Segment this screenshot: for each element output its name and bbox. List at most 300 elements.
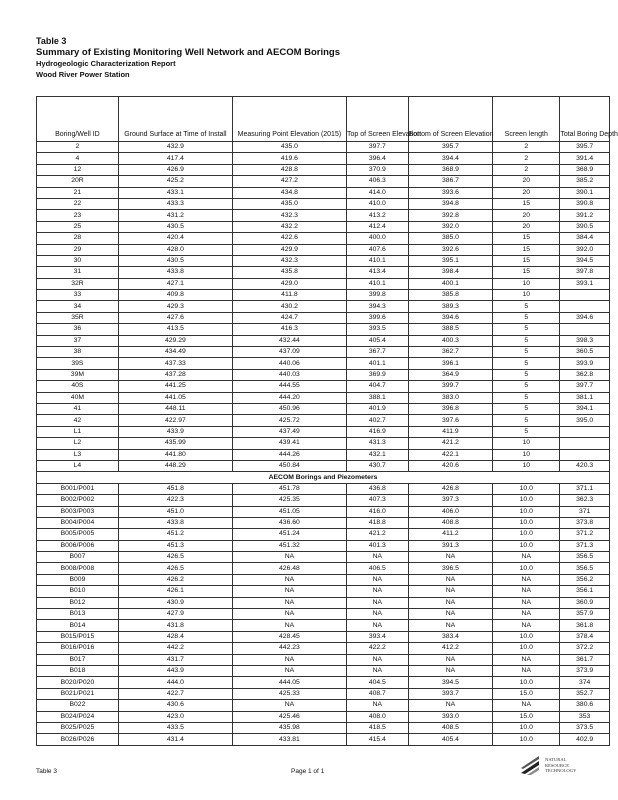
cell-boring-well-id: B018 <box>37 665 119 676</box>
cell-boring-well-id: 30 <box>37 255 119 266</box>
cell-screen-length: NA <box>493 552 560 563</box>
cell-ground-surface: 428.0 <box>118 244 232 255</box>
cell-bottom-of-screen: 368.9 <box>408 164 493 175</box>
cell-measuring-point: 451.24 <box>232 529 346 540</box>
cell-bottom-of-screen: 386.7 <box>408 176 493 187</box>
cell-top-of-screen: 412.4 <box>346 221 408 232</box>
cell-screen-length: 10.0 <box>493 563 560 574</box>
cell-boring-well-id: 23 <box>37 210 119 221</box>
cell-bottom-of-screen: NA <box>408 654 493 665</box>
cell-ground-surface: 451.8 <box>118 483 232 494</box>
table-row <box>37 540 610 551</box>
cell-total-depth: 395.7 <box>560 142 610 153</box>
cell-boring-well-id: 29 <box>37 244 119 255</box>
cell-measuring-point: 425.46 <box>232 711 346 722</box>
cell-ground-surface: 441.05 <box>118 392 232 403</box>
nrt-logo-icon <box>519 755 541 777</box>
table-row <box>37 312 610 323</box>
cell-measuring-point: 422.6 <box>232 233 346 244</box>
cell-measuring-point: 444.05 <box>232 677 346 688</box>
cell-boring-well-id: B007 <box>37 552 119 563</box>
cell-total-depth: 362.3 <box>560 495 610 506</box>
table-row <box>37 381 610 392</box>
cell-top-of-screen: 399.8 <box>346 290 408 301</box>
table-row <box>37 460 610 471</box>
cell-bottom-of-screen: 392.0 <box>408 221 493 232</box>
cell-total-depth: 360.9 <box>560 597 610 608</box>
cell-measuring-point: 450.84 <box>232 460 346 471</box>
cell-measuring-point: 432.3 <box>232 210 346 221</box>
cell-total-depth: 356.2 <box>560 574 610 585</box>
cell-boring-well-id: 28 <box>37 233 119 244</box>
cell-total-depth: 394.5 <box>560 255 610 266</box>
cell-ground-surface: 430.5 <box>118 221 232 232</box>
cell-bottom-of-screen: 412.2 <box>408 643 493 654</box>
cell-top-of-screen: 406.3 <box>346 176 408 187</box>
cell-boring-well-id: 39S <box>37 358 119 369</box>
cell-boring-well-id: 34 <box>37 301 119 312</box>
table-row <box>37 210 610 221</box>
cell-measuring-point: 437.49 <box>232 426 346 437</box>
cell-boring-well-id: 37 <box>37 335 119 346</box>
cell-screen-length: 5 <box>493 415 560 426</box>
cell-bottom-of-screen: 400.3 <box>408 335 493 346</box>
cell-bottom-of-screen: 364.9 <box>408 369 493 380</box>
cell-total-depth: 356.5 <box>560 563 610 574</box>
cell-bottom-of-screen: 397.6 <box>408 415 493 426</box>
cell-total-depth: 373.5 <box>560 722 610 733</box>
cell-bottom-of-screen: 362.7 <box>408 347 493 358</box>
cell-bottom-of-screen: 411.2 <box>408 529 493 540</box>
cell-screen-length: 5 <box>493 369 560 380</box>
cell-boring-well-id: B025/P025 <box>37 722 119 733</box>
cell-boring-well-id: B008/P008 <box>37 563 119 574</box>
cell-top-of-screen: 422.2 <box>346 643 408 654</box>
table-row <box>37 233 610 244</box>
table-row <box>37 643 610 654</box>
cell-measuring-point: NA <box>232 700 346 711</box>
cell-measuring-point: NA <box>232 620 346 631</box>
cell-top-of-screen: 431.3 <box>346 438 408 449</box>
table-row <box>37 347 610 358</box>
col-header-measuring-point: Measuring Point Elevation (2015) <box>232 97 346 142</box>
cell-bottom-of-screen: 396.5 <box>408 563 493 574</box>
cell-measuring-point: NA <box>232 552 346 563</box>
cell-measuring-point: 425.33 <box>232 688 346 699</box>
cell-top-of-screen: NA <box>346 574 408 585</box>
cell-ground-surface: 433.5 <box>118 722 232 733</box>
cell-top-of-screen: 394.3 <box>346 301 408 312</box>
cell-ground-surface: 443.9 <box>118 665 232 676</box>
cell-ground-surface: 409.8 <box>118 290 232 301</box>
cell-boring-well-id: B022 <box>37 700 119 711</box>
cell-measuring-point: NA <box>232 654 346 665</box>
cell-screen-length: 15 <box>493 267 560 278</box>
cell-top-of-screen: 408.7 <box>346 688 408 699</box>
cell-top-of-screen: 397.7 <box>346 142 408 153</box>
logo-wordmark <box>545 757 576 774</box>
table-row <box>37 142 610 153</box>
cell-top-of-screen: 369.9 <box>346 369 408 380</box>
cell-boring-well-id: 4 <box>37 153 119 164</box>
cell-screen-length: 5 <box>493 381 560 392</box>
table-title: Summary of Existing Monitoring Well Network and AECOM Borings <box>36 47 341 58</box>
cell-screen-length: 5 <box>493 347 560 358</box>
cell-total-depth: 390.8 <box>560 198 610 209</box>
cell-boring-well-id: 32R <box>37 278 119 289</box>
cell-top-of-screen: 402.7 <box>346 415 408 426</box>
table-row <box>37 324 610 335</box>
cell-total-depth: 390.5 <box>560 221 610 232</box>
table-row <box>37 677 610 688</box>
cell-ground-surface: 441.80 <box>118 449 232 460</box>
cell-total-depth: 390.1 <box>560 187 610 198</box>
cell-measuring-point: 450.96 <box>232 403 346 414</box>
col-header-boring-well-id: Boring/Well ID <box>37 97 119 142</box>
cell-total-depth: 420.3 <box>560 460 610 471</box>
table-row <box>37 586 610 597</box>
cell-screen-length: NA <box>493 700 560 711</box>
cell-total-depth: 356.1 <box>560 586 610 597</box>
cell-bottom-of-screen: 385.8 <box>408 290 493 301</box>
cell-boring-well-id: 33 <box>37 290 119 301</box>
cell-top-of-screen: 416.0 <box>346 506 408 517</box>
cell-ground-surface: 413.5 <box>118 324 232 335</box>
cell-screen-length: 10.0 <box>493 540 560 551</box>
cell-total-depth: 360.5 <box>560 347 610 358</box>
cell-bottom-of-screen: 393.6 <box>408 187 493 198</box>
cell-top-of-screen: 407.3 <box>346 495 408 506</box>
table-row <box>37 574 610 585</box>
col-header-total-depth: Total Boring Depth <box>560 97 610 142</box>
cell-bottom-of-screen: 394.8 <box>408 198 493 209</box>
table-row <box>37 688 610 699</box>
table-row <box>37 620 610 631</box>
cell-boring-well-id: B004/P004 <box>37 517 119 528</box>
cell-top-of-screen: NA <box>346 654 408 665</box>
cell-total-depth: 371 <box>560 506 610 517</box>
cell-ground-surface: 425.2 <box>118 176 232 187</box>
footer-page-number: Page 1 of 1 <box>291 768 325 775</box>
cell-total-depth: 352.7 <box>560 688 610 699</box>
cell-bottom-of-screen: NA <box>408 586 493 597</box>
cell-measuring-point: NA <box>232 586 346 597</box>
cell-measuring-point: 411.8 <box>232 290 346 301</box>
cell-measuring-point: 451.78 <box>232 483 346 494</box>
cell-total-depth: 391.2 <box>560 210 610 221</box>
cell-boring-well-id: 2 <box>37 142 119 153</box>
cell-measuring-point: 430.2 <box>232 301 346 312</box>
cell-screen-length: NA <box>493 665 560 676</box>
cell-measuring-point: NA <box>232 597 346 608</box>
cell-boring-well-id: B021/P021 <box>37 688 119 699</box>
cell-ground-surface: 451.0 <box>118 506 232 517</box>
cell-total-depth: 394.6 <box>560 312 610 323</box>
cell-measuring-point: 425.72 <box>232 415 346 426</box>
table-row <box>37 665 610 676</box>
footer-table-label: Table 3 <box>36 768 57 775</box>
cell-top-of-screen: NA <box>346 609 408 620</box>
cell-ground-surface: 448.29 <box>118 460 232 471</box>
cell-screen-length: 2 <box>493 153 560 164</box>
cell-bottom-of-screen: 399.7 <box>408 381 493 392</box>
cell-ground-surface: 435.99 <box>118 438 232 449</box>
cell-screen-length: 10.0 <box>493 734 560 745</box>
cell-bottom-of-screen: 394.4 <box>408 153 493 164</box>
cell-bottom-of-screen: NA <box>408 665 493 676</box>
cell-measuring-point: 439.41 <box>232 438 346 449</box>
cell-screen-length: NA <box>493 597 560 608</box>
cell-ground-surface: 451.3 <box>118 540 232 551</box>
cell-total-depth <box>560 438 610 449</box>
cell-ground-surface: 444.0 <box>118 677 232 688</box>
cell-top-of-screen: NA <box>346 700 408 711</box>
cell-bottom-of-screen: 388.5 <box>408 324 493 335</box>
cell-bottom-of-screen: 394.5 <box>408 677 493 688</box>
cell-ground-surface: 426.2 <box>118 574 232 585</box>
cell-screen-length: 15.0 <box>493 711 560 722</box>
cell-measuring-point: 432.2 <box>232 221 346 232</box>
cell-screen-length: 20 <box>493 210 560 221</box>
cell-ground-surface: 420.4 <box>118 233 232 244</box>
cell-top-of-screen: 432.1 <box>346 449 408 460</box>
cell-boring-well-id: B001/P001 <box>37 483 119 494</box>
cell-ground-surface: 422.7 <box>118 688 232 699</box>
table-row <box>37 722 610 733</box>
col-header-top-of-screen: Top of Screen Elevation <box>346 97 408 142</box>
cell-total-depth <box>560 426 610 437</box>
cell-screen-length: 10.0 <box>493 483 560 494</box>
cell-total-depth: 385.2 <box>560 176 610 187</box>
cell-top-of-screen: 430.7 <box>346 460 408 471</box>
table-row <box>37 449 610 460</box>
cell-measuring-point: 435.0 <box>232 198 346 209</box>
table-header-row <box>37 97 610 142</box>
table-row <box>37 597 610 608</box>
cell-bottom-of-screen: 396.8 <box>408 403 493 414</box>
report-name: Hydrogeologic Characterization Report <box>36 59 176 68</box>
cell-top-of-screen: 367.7 <box>346 347 408 358</box>
cell-top-of-screen: 410.0 <box>346 198 408 209</box>
logo-line: TECHNOLOGY <box>545 768 577 774</box>
cell-boring-well-id: B016/P016 <box>37 643 119 654</box>
cell-total-depth: 361.7 <box>560 654 610 665</box>
table-row <box>37 164 610 175</box>
cell-boring-well-id: 20R <box>37 176 119 187</box>
cell-boring-well-id: L3 <box>37 449 119 460</box>
cell-measuring-point: 451.05 <box>232 506 346 517</box>
well-summary-table <box>36 96 618 746</box>
cell-measuring-point: NA <box>232 665 346 676</box>
cell-total-depth: 397.7 <box>560 381 610 392</box>
cell-screen-length: 2 <box>493 142 560 153</box>
cell-screen-length: 10.0 <box>493 506 560 517</box>
cell-ground-surface: 434.49 <box>118 347 232 358</box>
cell-ground-surface: 431.4 <box>118 734 232 745</box>
cell-bottom-of-screen: 405.4 <box>408 734 493 745</box>
cell-ground-surface: 426.9 <box>118 164 232 175</box>
cell-bottom-of-screen: 421.2 <box>408 438 493 449</box>
cell-screen-length: 10.0 <box>493 517 560 528</box>
cell-ground-surface: 448.11 <box>118 403 232 414</box>
table-row <box>37 358 610 369</box>
cell-top-of-screen: 370.9 <box>346 164 408 175</box>
cell-bottom-of-screen: 395.1 <box>408 255 493 266</box>
cell-boring-well-id: B002/P002 <box>37 495 119 506</box>
cell-total-depth <box>560 449 610 460</box>
cell-top-of-screen: 393.5 <box>346 324 408 335</box>
cell-ground-surface: 427.1 <box>118 278 232 289</box>
cell-screen-length: 10.0 <box>493 631 560 642</box>
cell-ground-surface: 429.29 <box>118 335 232 346</box>
cell-ground-surface: 426.5 <box>118 563 232 574</box>
cell-boring-well-id: B014 <box>37 620 119 631</box>
cell-screen-length: 10.0 <box>493 529 560 540</box>
cell-ground-surface: 437.28 <box>118 369 232 380</box>
logo-line: RESOURCE <box>545 762 569 768</box>
cell-total-depth: 392.0 <box>560 244 610 255</box>
table-row <box>37 221 610 232</box>
table-body <box>37 142 610 746</box>
cell-ground-surface: 433.9 <box>118 426 232 437</box>
cell-screen-length: 10.0 <box>493 722 560 733</box>
cell-screen-length: 20 <box>493 221 560 232</box>
cell-top-of-screen: 399.6 <box>346 312 408 323</box>
cell-boring-well-id: B005/P005 <box>37 529 119 540</box>
cell-screen-length: 2 <box>493 164 560 175</box>
cell-screen-length: 5 <box>493 335 560 346</box>
cell-total-depth: 393.1 <box>560 278 610 289</box>
cell-ground-surface: 433.1 <box>118 187 232 198</box>
cell-boring-well-id: L4 <box>37 460 119 471</box>
table-row <box>37 426 610 437</box>
cell-screen-length: 5 <box>493 312 560 323</box>
cell-measuring-point: 432.3 <box>232 255 346 266</box>
col-header-screen-length: Screen length <box>493 97 560 142</box>
cell-measuring-point: 429.0 <box>232 278 346 289</box>
cell-screen-length: 15 <box>493 255 560 266</box>
cell-screen-length: 5 <box>493 358 560 369</box>
cell-top-of-screen: 408.0 <box>346 711 408 722</box>
cell-top-of-screen: 410.1 <box>346 278 408 289</box>
cell-ground-surface: 427.9 <box>118 609 232 620</box>
cell-boring-well-id: B009 <box>37 574 119 585</box>
cell-bottom-of-screen: 397.3 <box>408 495 493 506</box>
cell-measuring-point: 433.81 <box>232 734 346 745</box>
cell-ground-surface: 433.8 <box>118 267 232 278</box>
table-row <box>37 335 610 346</box>
cell-measuring-point: 444.20 <box>232 392 346 403</box>
cell-screen-length: 5 <box>493 324 560 335</box>
cell-bottom-of-screen: 389.3 <box>408 301 493 312</box>
cell-top-of-screen: 413.4 <box>346 267 408 278</box>
cell-ground-surface: 422.3 <box>118 495 232 506</box>
cell-bottom-of-screen: 383.4 <box>408 631 493 642</box>
cell-ground-surface: 430.5 <box>118 255 232 266</box>
cell-total-depth: 356.5 <box>560 552 610 563</box>
cell-bottom-of-screen: 385.0 <box>408 233 493 244</box>
cell-screen-length: 5 <box>493 301 560 312</box>
cell-boring-well-id: B003/P003 <box>37 506 119 517</box>
cell-screen-length: 10 <box>493 449 560 460</box>
cell-bottom-of-screen: 393.0 <box>408 711 493 722</box>
cell-top-of-screen: 393.4 <box>346 631 408 642</box>
cell-total-depth: 371.2 <box>560 529 610 540</box>
cell-ground-surface: 433.8 <box>118 517 232 528</box>
cell-ground-surface: 431.8 <box>118 620 232 631</box>
cell-boring-well-id: 40S <box>37 381 119 392</box>
cell-total-depth: 373.9 <box>560 665 610 676</box>
cell-bottom-of-screen: 406.0 <box>408 506 493 517</box>
table-row <box>37 483 610 494</box>
cell-bottom-of-screen: NA <box>408 700 493 711</box>
cell-top-of-screen: NA <box>346 586 408 597</box>
cell-total-depth: 384.4 <box>560 233 610 244</box>
table-row <box>37 255 610 266</box>
table-row <box>37 176 610 187</box>
cell-screen-length: NA <box>493 620 560 631</box>
cell-boring-well-id: B013 <box>37 609 119 620</box>
cell-screen-length: 20 <box>493 187 560 198</box>
cell-top-of-screen: 413.2 <box>346 210 408 221</box>
cell-top-of-screen: 401.1 <box>346 358 408 369</box>
cell-measuring-point: 432.44 <box>232 335 346 346</box>
cell-boring-well-id: B024/P024 <box>37 711 119 722</box>
cell-boring-well-id: 41 <box>37 403 119 414</box>
cell-top-of-screen: 404.5 <box>346 677 408 688</box>
cell-top-of-screen: NA <box>346 665 408 676</box>
col-header-bottom-of-screen: Bottom of Screen Elevation <box>408 97 493 142</box>
table-row <box>37 552 610 563</box>
cell-measuring-point: 416.3 <box>232 324 346 335</box>
table-row <box>37 187 610 198</box>
cell-ground-surface: 441.25 <box>118 381 232 392</box>
cell-measuring-point: 428.45 <box>232 631 346 642</box>
table-row <box>37 290 610 301</box>
cell-total-depth <box>560 290 610 301</box>
cell-measuring-point: 427.2 <box>232 176 346 187</box>
cell-boring-well-id: 22 <box>37 198 119 209</box>
table-row <box>37 267 610 278</box>
cell-total-depth: 362.8 <box>560 369 610 380</box>
cell-top-of-screen: 418.5 <box>346 722 408 733</box>
col-header-ground-surface: Ground Surface at Time of Install <box>118 97 232 142</box>
cell-screen-length: NA <box>493 574 560 585</box>
table-row <box>37 700 610 711</box>
cell-measuring-point: 440.06 <box>232 358 346 369</box>
company-logo <box>519 752 599 782</box>
cell-measuring-point: 444.55 <box>232 381 346 392</box>
cell-screen-length: 10 <box>493 438 560 449</box>
cell-ground-surface: 422.97 <box>118 415 232 426</box>
cell-screen-length: NA <box>493 654 560 665</box>
cell-bottom-of-screen: NA <box>408 552 493 563</box>
cell-screen-length: 10.0 <box>493 677 560 688</box>
cell-bottom-of-screen: 408.5 <box>408 722 493 733</box>
cell-total-depth: 373.8 <box>560 517 610 528</box>
cell-boring-well-id: 38 <box>37 347 119 358</box>
cell-ground-surface: 432.9 <box>118 142 232 153</box>
cell-boring-well-id: L1 <box>37 426 119 437</box>
cell-total-depth: 394.1 <box>560 403 610 414</box>
cell-top-of-screen: 388.1 <box>346 392 408 403</box>
cell-ground-surface: 430.9 <box>118 597 232 608</box>
cell-boring-well-id: 40M <box>37 392 119 403</box>
cell-total-depth: 397.8 <box>560 267 610 278</box>
cell-bottom-of-screen: 392.6 <box>408 244 493 255</box>
logo-line: NATURAL <box>545 757 567 762</box>
cell-measuring-point: 435.0 <box>232 142 346 153</box>
